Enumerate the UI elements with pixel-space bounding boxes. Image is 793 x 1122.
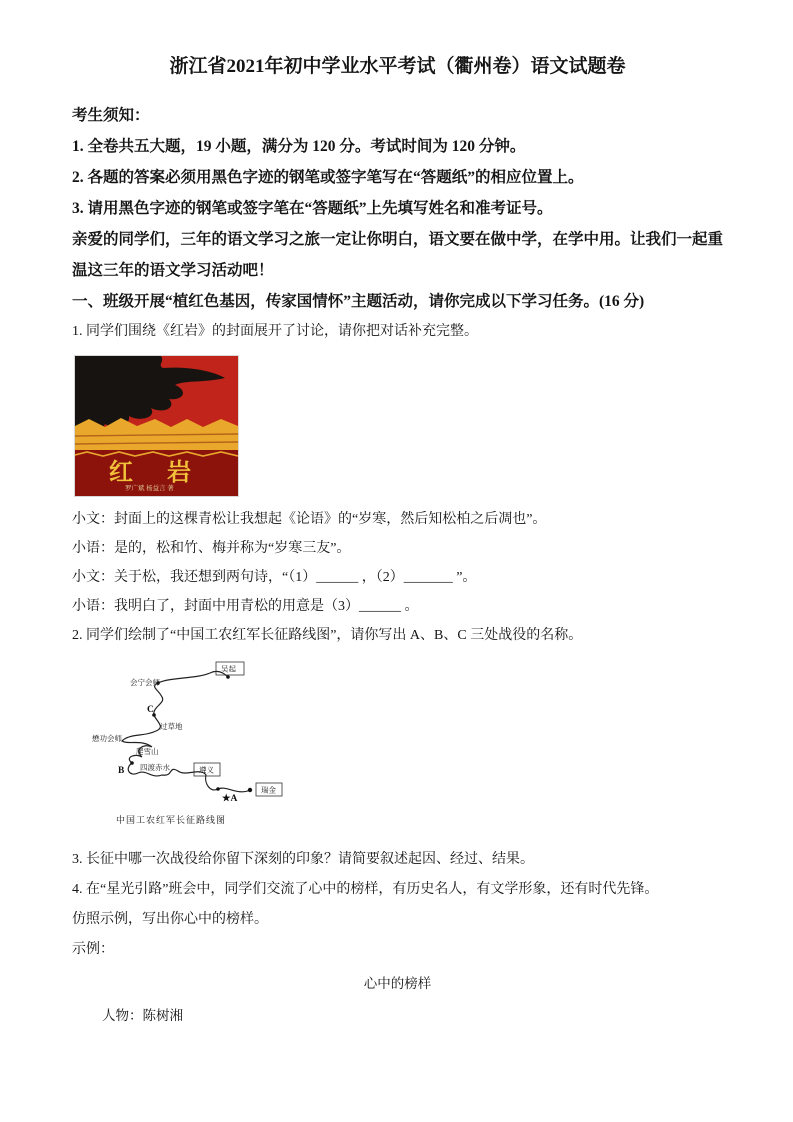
exam-title: 浙江省2021年初中学业水平考试（衢州卷）语文试题卷 xyxy=(169,56,626,77)
question-2-stem: 2. 同学们绘制了“中国工农红军长征路线图”，请你写出 A、B、C 三处战役的名称。 xyxy=(72,628,583,643)
cover-subtitle: 罗广斌 杨益言 著 xyxy=(125,485,174,492)
map-label-huining: 会宁会师 xyxy=(130,678,160,687)
map-letter-b: B xyxy=(118,766,125,776)
dialog-line-2: 小语：是的，松和竹、梅并称为“岁寒三友”。 xyxy=(72,541,351,556)
notice-heading: 考生须知： xyxy=(72,107,150,124)
example-label: 示例： xyxy=(72,942,114,957)
map-background xyxy=(74,657,306,835)
notice-item-1: 1. 全卷共五大题，19 小题，满分为 120 分。考试时间为 120 分钟。 xyxy=(72,138,526,155)
map-dot-a xyxy=(216,787,220,791)
dialog-line-3: 小文：关于松，我还想到两句诗，“（1）______ ，（2）_______ ”。 xyxy=(72,570,477,585)
map-label-ruijin: 瑞金 xyxy=(261,785,276,795)
long-march-route-map xyxy=(74,657,306,835)
map-dot-wuqi xyxy=(226,675,230,679)
notice-list xyxy=(72,131,723,224)
long-march-map-image xyxy=(74,657,306,835)
notice-item-2: 2. 各题的答案必须用黑色字迹的钢笔或签字笔写在“答题纸”的相应位置上。 xyxy=(72,169,584,186)
map-caption: 中国工农红军长征路线图 xyxy=(116,815,227,825)
map-label-zunyi: 遵义 xyxy=(199,765,214,775)
example-person: 人物：陈树湘 xyxy=(102,1008,183,1023)
cover-title-calligraphy: 红 岩 xyxy=(109,460,205,486)
question-1-dialog xyxy=(72,505,723,621)
hongyan-book-cover xyxy=(74,355,237,495)
dialog-line-4: 小语：我明白了，封面中用青松的用意是（3）______ 。 xyxy=(72,599,419,614)
map-label-caodi: 过草地 xyxy=(160,722,183,731)
map-label-wuqi: 吴起 xyxy=(221,664,236,674)
section-one-heading: 一、班级开展“植红色基因，传家国情怀”主题活动，请你完成以下学习任务。(16 分) xyxy=(72,293,645,310)
map-dot-b xyxy=(130,761,134,765)
question-4-stem-2: 仿照示例，写出你心中的榜样。 xyxy=(72,912,268,927)
map-letter-a: ★A xyxy=(222,794,238,804)
intro-paragraph: 亲爱的同学们，三年的语文学习之旅一定让你明白，语文要在做中学，在学中用。让我们一起重温这三年的语文学习活动吧！ xyxy=(72,231,724,279)
map-label-maogong: 懋功会师 xyxy=(92,734,122,743)
question-1-stem: 1. 同学们围绕《红岩》的封面展开了讨论，请你把对话补充完整。 xyxy=(72,324,478,339)
question-3-stem: 3. 长征中哪一次战役给你留下深刻的印象？请简要叙述起因、经过、结果。 xyxy=(72,852,534,867)
map-dot-ruijin xyxy=(248,788,252,792)
hongyan-book-cover-image xyxy=(74,355,239,497)
map-label-xueshan: 爬雪山 xyxy=(136,747,159,756)
question-4-stem: 4. 在“星光引路”班会中，同学们交流了心中的榜样，有历史名人，有文学形象，还有时代先锋。 xyxy=(72,882,659,897)
example-title: 心中的榜样 xyxy=(363,976,432,991)
dialog-line-1: 小文：封面上的这棵青松让我想起《论语》的“岁寒，然后知松柏之后凋也”。 xyxy=(72,512,547,527)
map-label-sidu: 四渡赤水 xyxy=(140,763,170,772)
notice-item-3: 3. 请用黑色字迹的钢笔或签字笔在“答题纸”上先填写姓名和准考证号。 xyxy=(72,200,553,217)
map-letter-c: C xyxy=(147,705,154,715)
